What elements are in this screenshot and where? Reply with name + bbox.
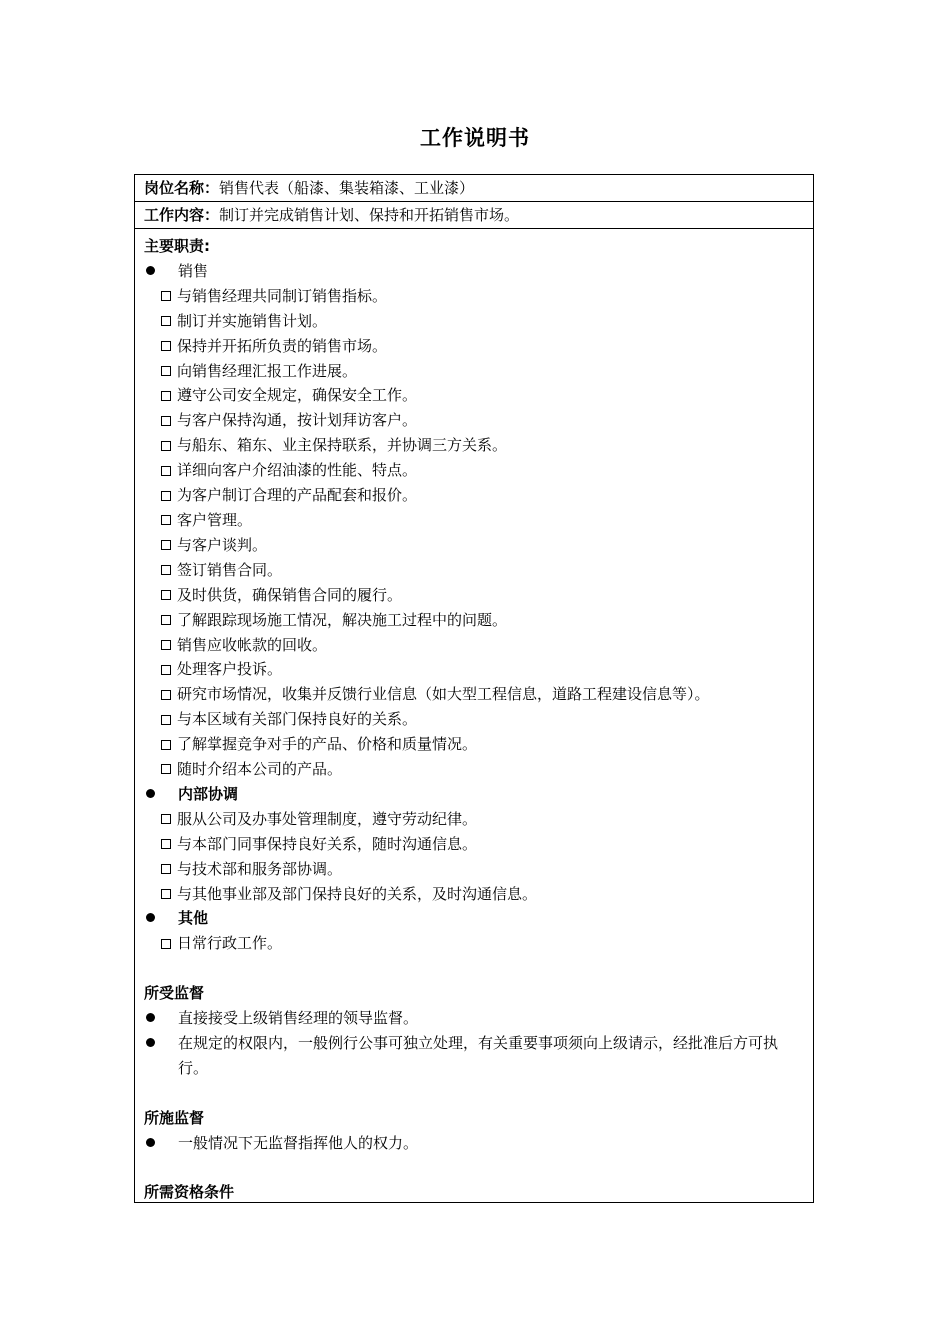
list-item: 与本区域有关部门保持良好的关系。 bbox=[144, 707, 804, 732]
list-item: 直接接受上级销售经理的领导监督。 bbox=[144, 1006, 804, 1031]
list-item: 了解跟踪现场施工情况，解决施工过程中的问题。 bbox=[144, 608, 804, 633]
spacer bbox=[144, 1156, 804, 1181]
position-label: 岗位名称： bbox=[144, 179, 220, 197]
list-item: 销售应收帐款的回收。 bbox=[144, 633, 804, 658]
checkbox-icon bbox=[161, 540, 171, 550]
section-title: 内部协调 bbox=[178, 784, 239, 803]
content-row bbox=[135, 202, 813, 229]
checkbox-icon bbox=[161, 391, 171, 401]
checkbox-icon bbox=[161, 889, 171, 899]
checkbox-icon bbox=[161, 416, 171, 426]
page-title: 工作说明书 bbox=[420, 126, 530, 150]
duties-section bbox=[135, 229, 813, 1202]
checkbox-icon bbox=[161, 316, 171, 326]
bullet-icon bbox=[144, 906, 178, 931]
list-item: 处理客户投诉。 bbox=[144, 657, 804, 682]
list-item: 签订销售合同。 bbox=[144, 558, 804, 583]
list-item: 与本部门同事保持良好关系，随时沟通信息。 bbox=[144, 832, 804, 857]
section-title: 销售 bbox=[178, 261, 209, 280]
checkbox-icon bbox=[161, 565, 171, 575]
checkbox-icon bbox=[161, 939, 171, 949]
checkbox-icon bbox=[161, 690, 171, 700]
list-item: 研究市场情况，收集并反馈行业信息（如大型工程信息，道路工程建设信息等）。 bbox=[144, 682, 804, 707]
bullet-icon bbox=[144, 782, 178, 807]
checkbox-icon bbox=[161, 640, 171, 650]
list-item: 了解掌握竞争对手的产品、价格和质量情况。 bbox=[144, 732, 804, 757]
list-item: 随时介绍本公司的产品。 bbox=[144, 757, 804, 782]
bullet-icon bbox=[144, 259, 178, 284]
list-item: 保持并开拓所负责的销售市场。 bbox=[144, 334, 804, 359]
section-title: 其他 bbox=[178, 909, 209, 928]
list-item: 与销售经理共同制订销售指标。 bbox=[144, 284, 804, 309]
checkbox-icon bbox=[161, 341, 171, 351]
checkbox-icon bbox=[161, 665, 171, 675]
list-item: 与技术部和服务部协调。 bbox=[144, 857, 804, 882]
list-item: 与其他事业部及部门保持良好的关系，及时沟通信息。 bbox=[144, 882, 804, 907]
list-item: 及时供货，确保销售合同的履行。 bbox=[144, 583, 804, 608]
content-label: 工作内容： bbox=[144, 206, 220, 224]
list-item: 与船东、箱东、业主保持联系，并协调三方关系。 bbox=[144, 433, 804, 458]
list-item: 详细向客户介绍油漆的性能、特点。 bbox=[144, 458, 804, 483]
checkbox-icon bbox=[161, 864, 171, 874]
list-item: 客户管理。 bbox=[144, 508, 804, 533]
position-row bbox=[135, 175, 813, 202]
supervised-heading: 所受监督 bbox=[144, 984, 205, 1003]
checkbox-icon bbox=[161, 764, 171, 774]
list-item: 服从公司及办事处管理制度，遵守劳动纪律。 bbox=[144, 807, 804, 832]
checkbox-icon bbox=[161, 590, 171, 600]
list-item: 为客户制订合理的产品配套和报价。 bbox=[144, 483, 804, 508]
spacer bbox=[144, 956, 804, 981]
bullet-icon bbox=[144, 1006, 178, 1031]
bullet-icon bbox=[144, 1131, 178, 1156]
checkbox-icon bbox=[161, 615, 171, 625]
checkbox-icon bbox=[161, 740, 171, 750]
qualifications-heading: 所需资格条件 bbox=[144, 1183, 235, 1202]
bullet-icon bbox=[144, 1031, 178, 1056]
list-item: 与客户谈判。 bbox=[144, 533, 804, 558]
job-description-table bbox=[134, 174, 814, 1203]
list-item: 与客户保持沟通，按计划拜访客户。 bbox=[144, 408, 804, 433]
checkbox-icon bbox=[161, 466, 171, 476]
list-item: 制订并实施销售计划。 bbox=[144, 309, 804, 334]
checkbox-icon bbox=[161, 441, 171, 451]
checkbox-icon bbox=[161, 839, 171, 849]
content-value: 制订并完成销售计划、保持和开拓销售市场。 bbox=[219, 206, 520, 224]
checkbox-icon bbox=[161, 715, 171, 725]
checkbox-icon bbox=[161, 515, 171, 525]
list-item: 向销售经理汇报工作进展。 bbox=[144, 359, 804, 384]
section-internal-coordination bbox=[144, 782, 804, 807]
section-other bbox=[144, 906, 804, 931]
duties-heading: 主要职责: bbox=[144, 237, 210, 255]
spacer bbox=[144, 1081, 804, 1106]
list-item: 在规定的权限内，一般例行公事可独立处理，有关重要事项须向上级请示，经批准后方可执行。 bbox=[144, 1031, 804, 1081]
supervising-heading: 所施监督 bbox=[144, 1108, 205, 1127]
checkbox-icon bbox=[161, 814, 171, 824]
list-item: 遵守公司安全规定，确保安全工作。 bbox=[144, 383, 804, 408]
position-value: 销售代表（船漆、集装箱漆、工业漆） bbox=[219, 179, 475, 197]
list-item: 日常行政工作。 bbox=[144, 931, 804, 956]
checkbox-icon bbox=[161, 366, 171, 376]
checkbox-icon bbox=[161, 491, 171, 501]
section-sales bbox=[144, 259, 804, 284]
checkbox-icon bbox=[161, 291, 171, 301]
list-item: 一般情况下无监督指挥他人的权力。 bbox=[144, 1131, 804, 1156]
